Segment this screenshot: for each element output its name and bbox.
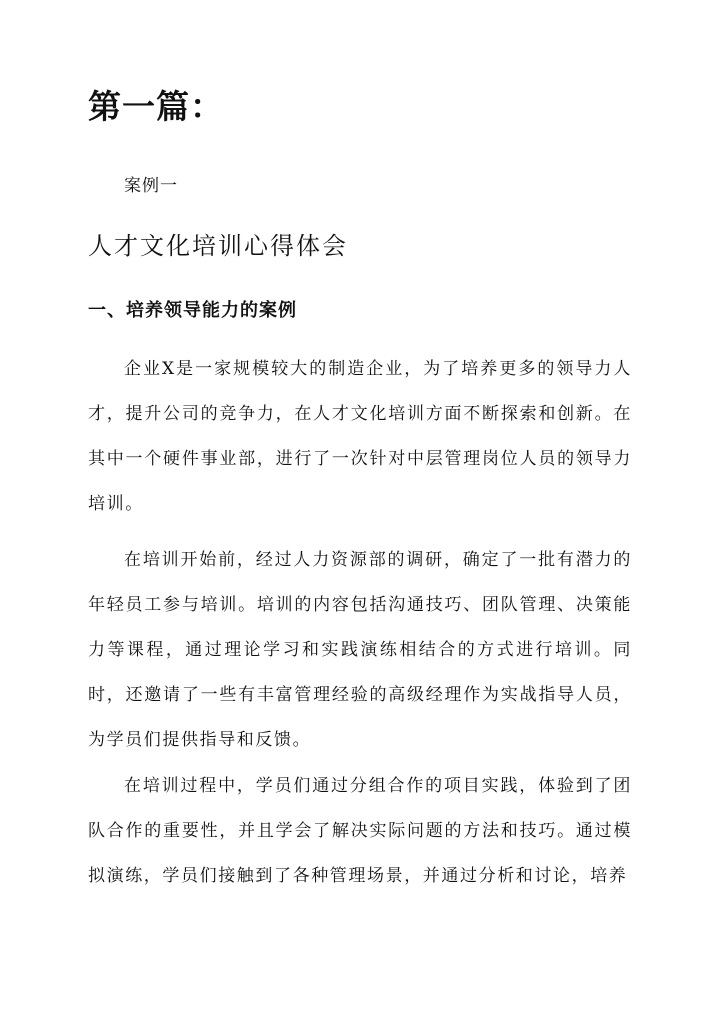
case-label: 案例一 bbox=[124, 176, 178, 196]
document-title: 人才文化培训心得体会 bbox=[88, 232, 348, 260]
body-paragraph-2: 在培训开始前，经过人力资源部的调研，确定了一批有潜力的年轻员工参与培训。培训的内容包括沟通技巧、团队管理、决策能力等课程，通过理论学习和实践演练相结合的方式进行培训。同时，还邀请了一些有丰富管理经验的高级经理作为实战指导人员，为学员们提供指导和反馈。 bbox=[88, 550, 632, 750]
part-heading: 第一篇： bbox=[88, 87, 224, 126]
section-heading: 一、培养领导能力的案例 bbox=[88, 300, 297, 321]
body-paragraph-1: 企业X是一家规模较大的制造企业，为了培养更多的领导力人才，提升公司的竞争力，在人才文化培训方面不断探索和创新。在其中一个硬件事业部，进行了一次针对中层管理岗位人员的领导力培训。 bbox=[88, 359, 632, 514]
body-paragraph-3: 在培训过程中，学员们通过分组合作的项目实践，体验到了团队合作的重要性，并且学会了解决实际问题的方法和技巧。通过模拟演练，学员们接触到了各种管理场景，并通过分析和讨论，培养 bbox=[88, 776, 632, 886]
